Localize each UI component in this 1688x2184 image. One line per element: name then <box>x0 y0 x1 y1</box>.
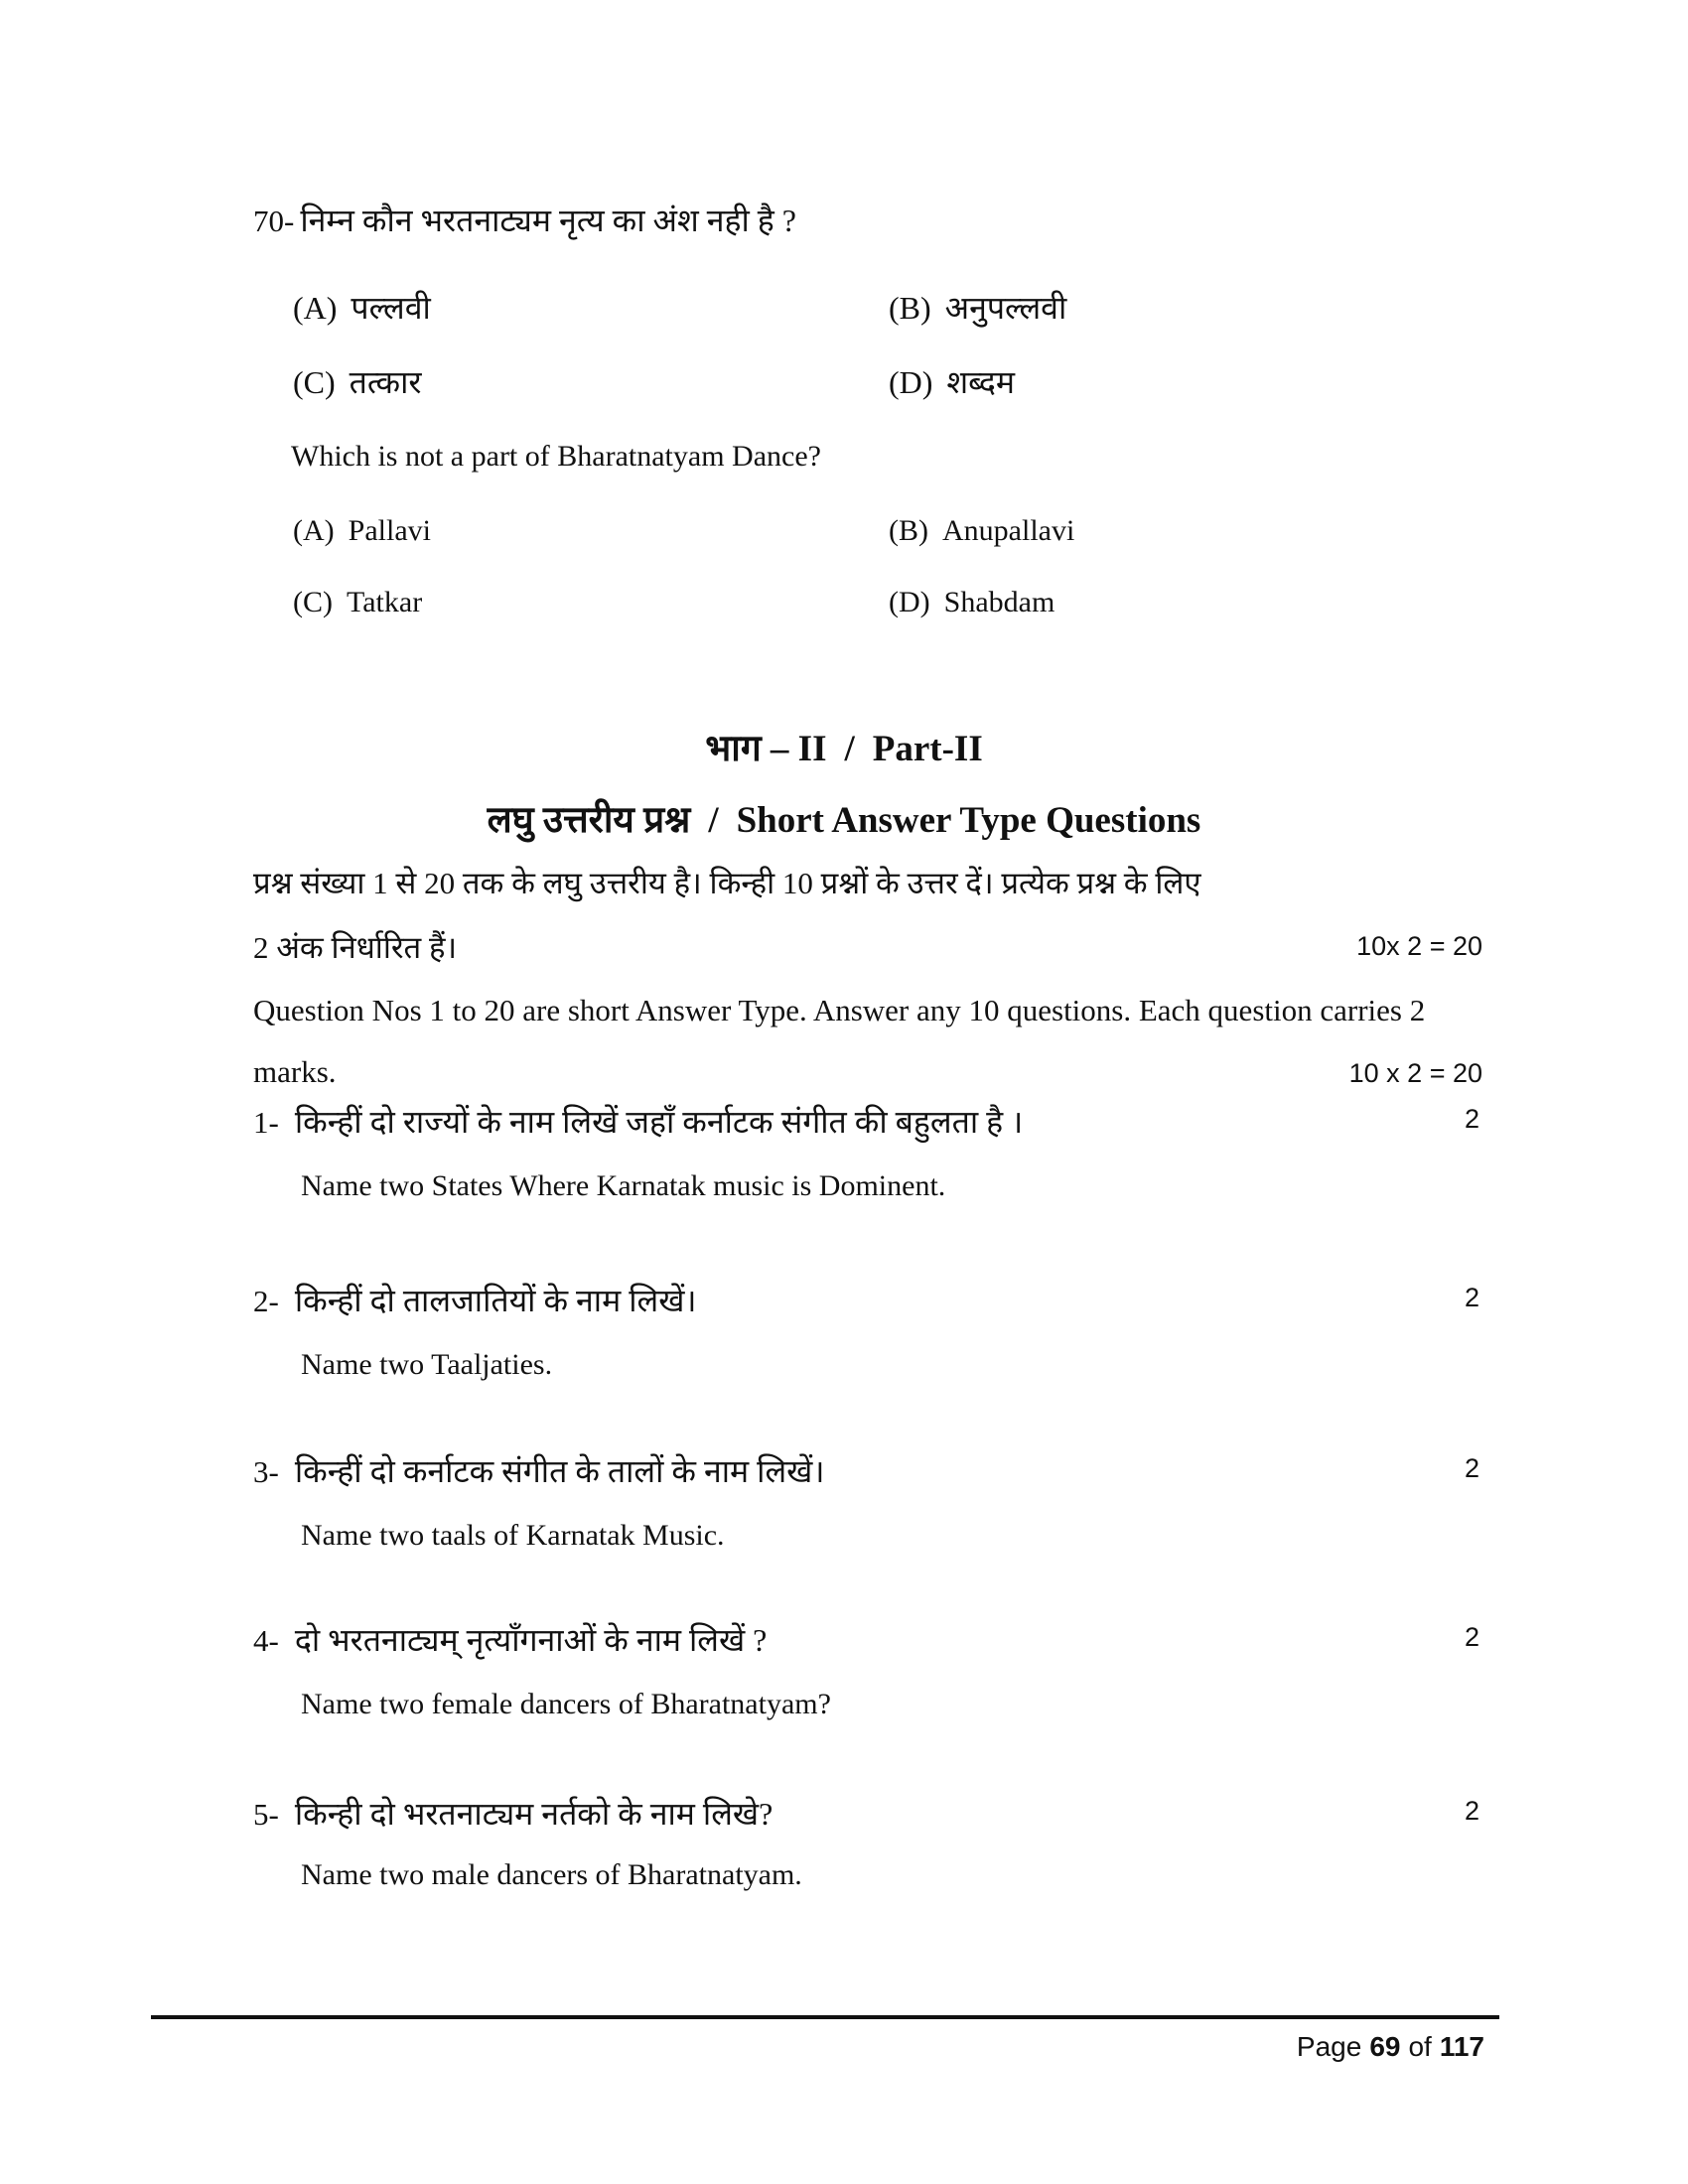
option-a-text-hindi: पल्लवी <box>351 290 431 326</box>
option-d-english <box>889 586 1055 619</box>
question-2-number: 2- <box>253 1284 279 1318</box>
question-2-text-english: Name two Taaljaties. <box>301 1348 553 1381</box>
option-d-label-en: (D) <box>889 586 930 618</box>
option-d-hindi <box>889 360 1015 403</box>
marks-formula-hindi: 10x 2 = 20 <box>1356 931 1482 961</box>
option-b-hindi <box>889 286 1066 329</box>
question-1-marks: 2 <box>1464 1104 1479 1134</box>
part-heading <box>0 721 1688 771</box>
option-c-hindi <box>293 360 422 403</box>
section-subheading <box>0 792 1688 843</box>
question-2-hindi <box>253 1279 697 1321</box>
question-70-text-english: Which is not a part of Bharatnatyam Dance? <box>291 440 821 473</box>
option-c-english <box>293 586 422 619</box>
part-heading-english: Part-II <box>872 729 983 769</box>
instructions-hindi-line1: प्रश्न संख्या 1 से 20 तक के लघु उत्तरीय है। किन्ही 10 प्रश्नों के उत्तर दें। प्रत्येक प्रश्न के लिए <box>253 866 1201 900</box>
option-a-label: (A) <box>293 290 338 326</box>
question-70-text-hindi: निम्न कौन भरतनाट्यम नृत्य का अंश नही है ? <box>300 203 796 238</box>
option-a-english <box>293 514 431 548</box>
question-3-number: 3- <box>253 1454 279 1489</box>
question-1-text-hindi: किन्हीं दो राज्यों के नाम लिखें जहाँ कर्नाटक संगीत की बहुलता है । <box>294 1104 1024 1140</box>
heading-separator: / <box>844 729 855 769</box>
option-a-label-en: (A) <box>293 514 335 547</box>
option-b-text-hindi: अनुपल्लवी <box>944 290 1067 326</box>
instructions-hindi-line2: 2 अंक निर्धारित हैं। <box>253 930 458 965</box>
of-label: of <box>1408 2031 1432 2062</box>
question-70-number: 70- <box>253 204 295 238</box>
question-5-marks: 2 <box>1464 1796 1479 1826</box>
option-a-text-english: Pallavi <box>348 514 431 547</box>
question-2-text-hindi: किन्हीं दो तालजातियों के नाम लिखें। <box>294 1283 697 1318</box>
question-3-marks: 2 <box>1464 1453 1479 1483</box>
question-4-text-hindi: दो भरतनाट्यम् नृत्याँगनाओं के नाम लिखें ? <box>294 1622 768 1658</box>
option-c-text-english: Tatkar <box>347 586 423 618</box>
instructions-english-line1: Question Nos 1 to 20 are short Answer Type. Answer any 10 questions. Each question carries 2 <box>253 993 1426 1027</box>
question-3-text-hindi: किन्हीं दो कर्नाटक संगीत के तालों के नाम लिखें। <box>294 1453 825 1489</box>
page-number: 69 <box>1369 2031 1401 2062</box>
question-4-number: 4- <box>253 1623 279 1658</box>
part-heading-hindi: भाग – II <box>705 729 827 769</box>
question-5-hindi <box>253 1792 773 1835</box>
option-a-hindi <box>293 286 431 329</box>
option-b-text-english: Anupallavi <box>942 514 1075 547</box>
option-b-label-en: (B) <box>889 514 928 547</box>
question-4-marks: 2 <box>1464 1622 1479 1652</box>
option-c-text-hindi: तत्कार <box>349 364 422 400</box>
option-b-english <box>889 514 1074 548</box>
option-c-label-en: (C) <box>293 586 333 618</box>
subheading-hindi: लघु उत्तरीय प्रश्न <box>487 800 691 841</box>
question-5-text-english: Name two male dancers of Bharatnatyam. <box>301 1858 802 1891</box>
page-label: Page <box>1296 2031 1362 2062</box>
total-pages: 117 <box>1439 2031 1484 2062</box>
option-b-label: (B) <box>889 290 931 326</box>
page-number-footer <box>1297 2031 1484 2063</box>
instructions-english-line2: marks. <box>253 1054 337 1089</box>
subheading-separator: / <box>708 800 719 841</box>
option-d-text-hindi: शब्दम <box>946 364 1015 400</box>
question-70-hindi <box>253 199 796 241</box>
option-d-text-english: Shabdam <box>943 586 1055 618</box>
question-4-hindi <box>253 1618 767 1661</box>
question-2-marks: 2 <box>1464 1283 1479 1312</box>
question-5-number: 5- <box>253 1797 279 1832</box>
question-1-hindi <box>253 1100 1023 1143</box>
question-5-text-hindi: किन्ही दो भरतनाट्यम नर्तको के नाम लिखे? <box>294 1796 774 1832</box>
question-1-text-english: Name two States Where Karnatak music is Dominent. <box>301 1169 946 1202</box>
footer-divider <box>151 2015 1499 2019</box>
option-c-label: (C) <box>293 364 336 400</box>
option-d-label: (D) <box>889 364 933 400</box>
subheading-english: Short Answer Type Questions <box>736 800 1201 841</box>
question-1-number: 1- <box>253 1105 279 1140</box>
question-4-text-english: Name two female dancers of Bharatnatyam? <box>301 1688 831 1720</box>
question-3-hindi <box>253 1449 824 1492</box>
marks-formula-english: 10 x 2 = 20 <box>1348 1058 1482 1088</box>
question-3-text-english: Name two taals of Karnatak Music. <box>301 1519 725 1552</box>
